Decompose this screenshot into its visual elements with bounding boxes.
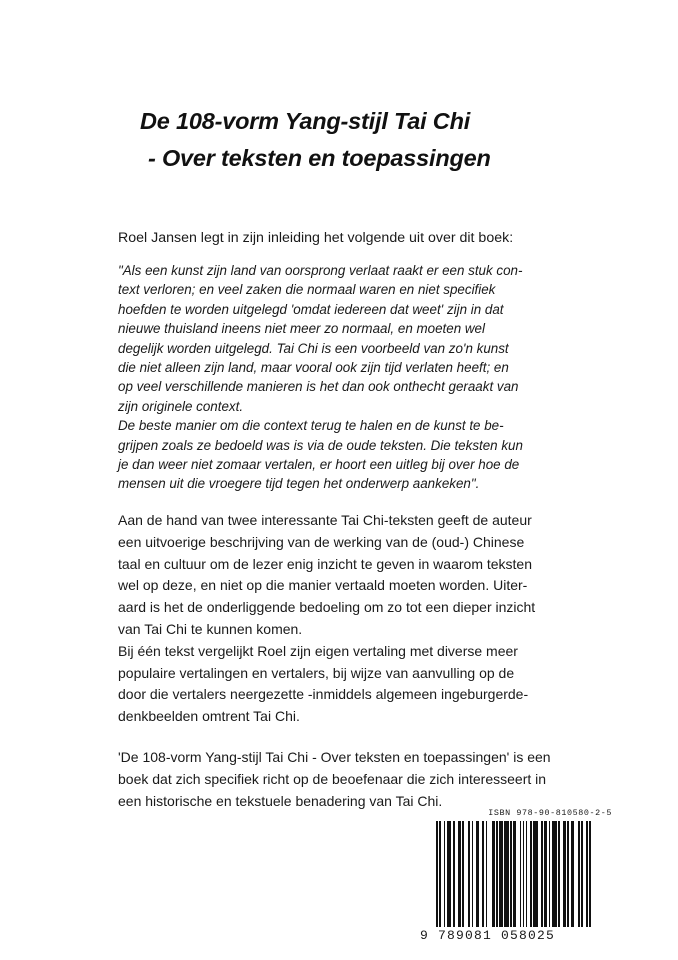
quote-line: grijpen zoals ze bedoeld was is via de oude teksten. Die teksten kun (118, 437, 523, 453)
quote-line: je dan weer niet zomaar vertalen, er hoort een uitleg bij over hoe de (118, 457, 520, 473)
quote-line: die niet alleen zijn land, maar vooral ook zijn tijd verlaten heeft; en (118, 360, 509, 376)
body-line: een uitvoerige beschrijving van de werking van de (oud-) Chinese (118, 533, 525, 550)
closing-line: een historische en tekstuele benadering van Tai Chi. (118, 792, 443, 809)
quote-line: "Als een kunst zijn land van oorsprong verlaat raakt er een stuk con- (118, 263, 523, 278)
closing-line: boek dat zich specifiek richt op de beoefenaar die zich interesseert in (118, 770, 547, 787)
body-line: wel op deze, en niet op die manier vertaald moeten worden. Uiter- (118, 577, 528, 594)
quote-line: text verloren; en veel zaken die normaal waren en niet specifiek (118, 282, 496, 298)
quote-line: nieuwe thuisland ineens niet meer zo normaal, en moeten wel (118, 321, 485, 337)
quote-line: hoefden te worden uitgelegd 'omdat iedereen dat weet' zijn in dat (118, 301, 504, 317)
barcode-gap (591, 821, 593, 927)
barcode (436, 821, 611, 927)
body-line: denkbeelden omtrent Tai Chi. (118, 708, 300, 725)
body-line: aard is het de onderliggende bedoeling om zo tot een dieper inzicht (118, 599, 536, 616)
description-paragraph (118, 510, 618, 728)
quote-line: mensen uit die vroegere tijd tegen het onderwerp aankeken". (118, 476, 480, 492)
body-line: van Tai Chi te kunnen komen. (118, 620, 303, 637)
body-line: Bij één tekst vergelijkt Roel zijn eigen vertaling met diverse meer (118, 642, 518, 659)
ean-digits: 9 789081 058025 (420, 928, 556, 943)
quote-line: De beste manier om die context terug te halen en de kunst te be- (118, 418, 504, 434)
title-line-1: De 108-vorm Yang-stijl Tai Chi (140, 108, 471, 134)
book-title (140, 103, 600, 177)
quote-line: degelijk worden uitgelegd. Tai Chi is een voorbeeld van zo'n kunst (118, 340, 509, 356)
closing-paragraph (118, 747, 618, 812)
body-line: taal en cultuur om de lezer enig inzicht te geven in waarom teksten (118, 555, 533, 572)
body-line: door die vertalers neergezette -inmiddels algemeen ingeburgerde- (118, 686, 529, 703)
title-line-2: - Over teksten en toepassingen (148, 145, 491, 171)
isbn-label: ISBN 978-90-810580-2-5 (488, 808, 612, 818)
closing-line: 'De 108-vorm Yang-stijl Tai Chi - Over teksten en toepassingen' is een (118, 749, 551, 765)
quote-line: op veel verschillende manieren is het dan ook onthecht geraakt van (118, 379, 519, 395)
body-line: Aan de hand van twee interessante Tai Chi-teksten geeft de auteur (118, 512, 532, 528)
author-quote (118, 261, 618, 494)
quote-line: zijn originele context. (118, 398, 244, 414)
intro-sentence: Roel Jansen legt in zijn inleiding het volgende uit over dit boek: (118, 230, 514, 246)
body-line: populaire vertalingen en vertalers, bij wijze van aanvulling op de (118, 664, 515, 681)
